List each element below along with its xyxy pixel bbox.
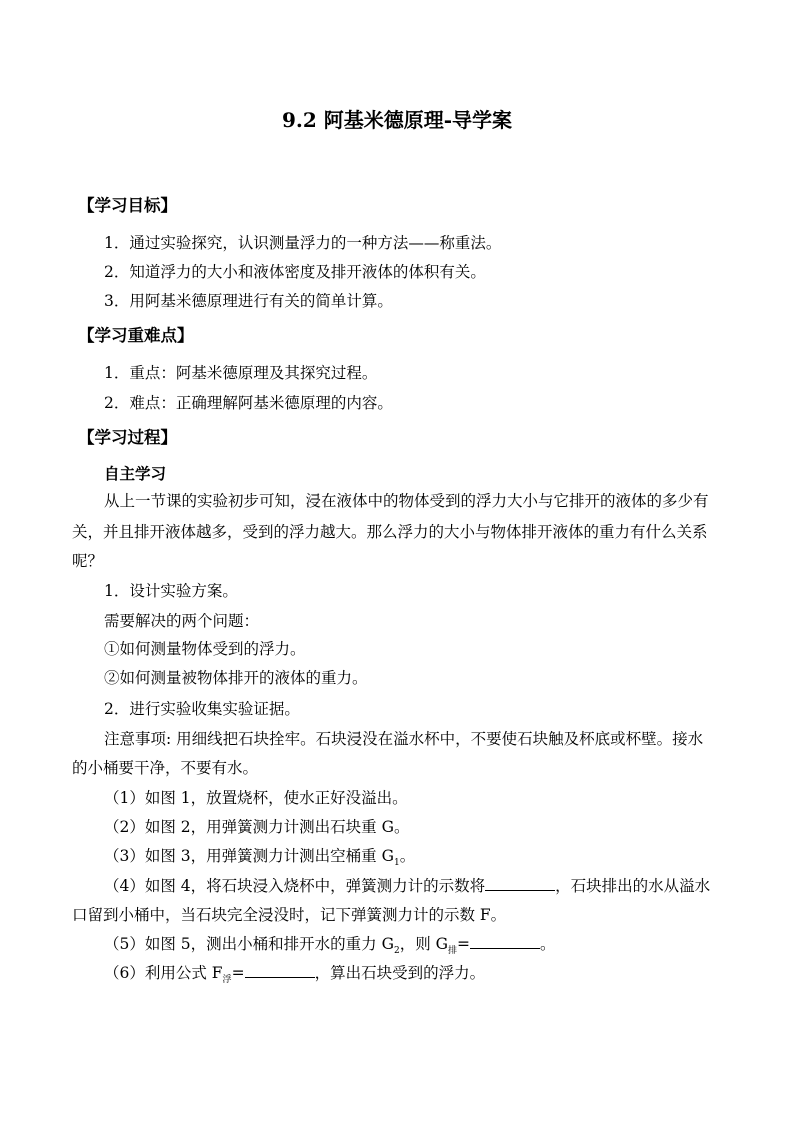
question-2: ②如何测量被物体排开的液体的重力。 [104,669,368,687]
section-heading-goals: 【学习目标】 [78,196,177,215]
intro-line-2: 关，并且排开液体越多，受到的浮力越大。那么浮力的大小与物体排开液体的重力有什么关系 [72,523,708,541]
sub-step-6: （6）利用公式 $F_浮=$ ，算出石块受到的浮力。 [104,964,486,986]
goal-item-1: 1．通过实验探究，认识测量浮力的一种方法——称重法。 [104,234,502,252]
question-1: ①如何测量物体受到的浮力。 [104,640,306,658]
intro-line-1: 从上一节课的实验初步可知，浸在液体中的物体受到的浮力大小与它排开的液体的多少有 [104,492,709,510]
sub-step-4-cont: 口留到小桶中，当石块完全浸没时，记下弹簧测力计的示数 F。 [72,906,507,924]
sub-step-1: （1）如图 1，放置烧杯，使水正好没溢出。 [104,789,408,807]
sub-step-2: （2）如图 2，用弹簧测力计测出石块重 G。 [104,818,410,836]
goal-item-2: 2．知道浮力的大小和液体密度及排开液体的体积有关。 [104,263,486,281]
key-point-item-2: 2．难点：正确理解阿基米德原理的内容。 [104,394,393,412]
answer-blank-5[interactable] [470,934,540,949]
sub-step-5: （5）如图 5，测出小桶和排开水的重力 $G_2$，则 $G_排=$ 。 [104,935,556,957]
section-heading-process: 【学习过程】 [78,428,177,447]
note-line-2: 的小桶要干净，不要有水。 [72,759,259,777]
sub-step-4: （4）如图 4，将石块浸入烧杯中，弹簧测力计的示数将 ，石块排出的水从溢水 [104,877,711,895]
section-heading-key-points: 【学习重难点】 [78,326,194,345]
note-line-1: 注意事项: 用细线把石块拴牢。石块浸没在溢水杯中，不要使石块触及杯底或杯壁。接水 [104,730,704,748]
step-1: 1．设计实验方案。 [104,582,238,600]
step-2: 2．进行实验收集实验证据。 [104,700,300,718]
need-text: 需要解决的两个问题： [104,612,260,630]
answer-blank-6[interactable] [245,963,315,978]
sub-step-3: （3）如图 3，用弹簧测力计测出空桶重 $G_1$。 [104,847,416,869]
intro-line-3: 呢？ [72,552,104,570]
page-title: 9.2 阿基米德原理-导学案 [281,108,513,132]
goal-item-3: 3．用阿基米德原理进行有关的简单计算。 [104,292,393,310]
key-point-item-1: 1．重点：阿基米德原理及其探究过程。 [104,364,378,382]
answer-blank-4[interactable] [485,876,555,891]
subheading-self-study: 自主学习 [104,464,167,483]
